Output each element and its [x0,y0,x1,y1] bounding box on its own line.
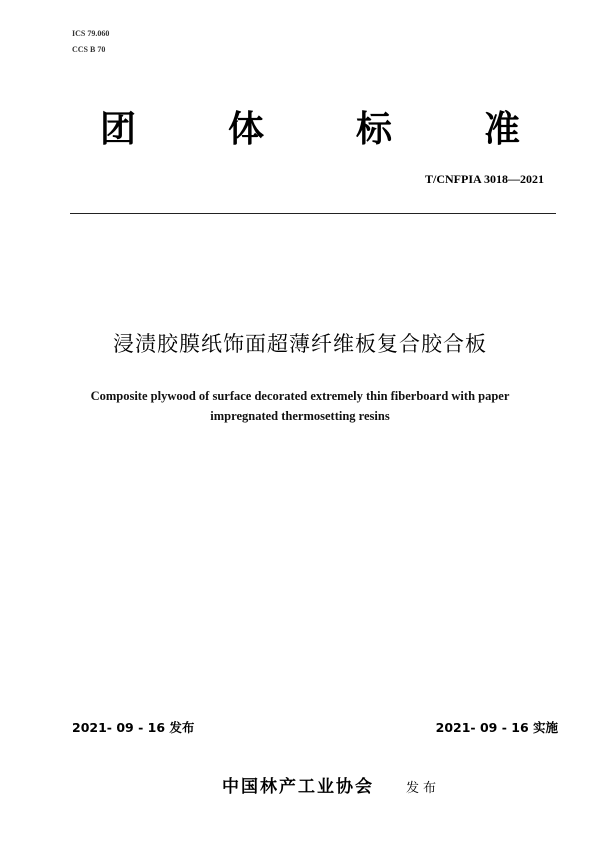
english-title-line-2: impregnated thermosetting resins [210,409,390,423]
header-divider [70,213,556,214]
publish-label: 发布 [406,781,441,796]
title-char-1: 团 [100,109,137,150]
publisher-name: 中国林产工业协会 [222,777,374,797]
title-char-4: 准 [483,109,520,150]
standard-number: T/CNFPIA 3018—2021 [424,172,544,186]
title-char-3: 标 [355,109,392,150]
english-title [40,386,560,426]
title-char-2: 体 [227,109,264,150]
document-type-title [100,104,520,156]
chinese-title: 浸渍胶膜纸饰面超薄纤维板复合胶合板 [113,332,487,356]
english-title-line-1: Composite plywood of surface decorated extremely thin fiberboard with paper [90,389,510,403]
ccs-code: CCS B 70 [72,45,106,54]
publisher-row [222,772,440,797]
issue-date: 2021- 09 - 16 发布 [72,720,195,735]
implementation-date: 2021- 09 - 16 实施 [435,720,558,735]
ics-code: ICS 79.060 [72,29,110,38]
